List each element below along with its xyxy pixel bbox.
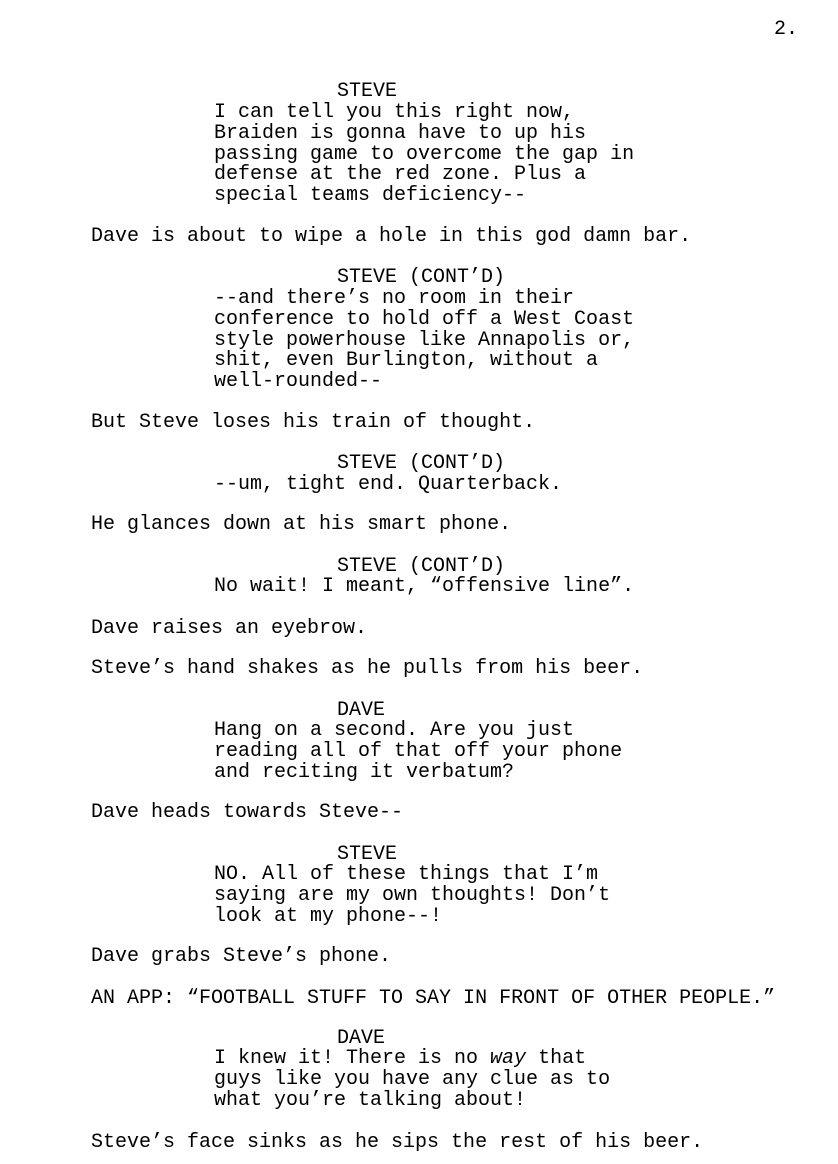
dialogue: Hang on a second. Are you just reading all of that off your phone and reciting it verbatum? <box>214 719 623 784</box>
page-number: 2. <box>773 18 798 41</box>
action-line: AN APP: “FOOTBALL STUFF TO SAY IN FRONT OF OTHER PEOPLE.” <box>91 987 776 1010</box>
dialogue: I can tell you this right now, Braiden is gonna have to up his passing game to overcome the gap in defense at the red zone. Plus a special teams deficiency-- <box>214 101 635 208</box>
character-cue: STEVE <box>337 80 398 103</box>
character-cue: DAVE <box>337 1027 386 1050</box>
character-cue: STEVE (CONT’D) <box>337 555 506 578</box>
action-line: He glances down at his smart phone. <box>91 513 512 536</box>
dialogue <box>214 1049 610 1111</box>
character-cue: STEVE <box>337 843 398 866</box>
action-line: But Steve loses his train of thought. <box>91 411 536 434</box>
dialogue: --and there’s no room in their conference to hold off a West Coast style powerhouse like Annapolis or, shit, even Burlington, without a well-rounded-- <box>214 287 635 394</box>
dialogue-text: guys like you have any clue as to what you’re talking about! <box>214 1067 611 1112</box>
dialogue: No wait! I meant, “offensive line”. <box>214 575 635 598</box>
action-line: Dave is about to wipe a hole in this god damn bar. <box>91 225 692 248</box>
action-line: Dave heads towards Steve-- <box>91 801 404 824</box>
dialogue-text: that <box>526 1047 587 1070</box>
action-line: Steve’s hand shakes as he pulls from his beer. <box>91 657 644 680</box>
character-cue: DAVE <box>337 699 386 722</box>
dialogue: --um, tight end. Quarterback. <box>214 473 563 496</box>
emphasis-text: way <box>490 1047 527 1070</box>
action-line: Steve’s face sinks as he sips the rest of his beer. <box>91 1131 704 1154</box>
dialogue-text: I knew it! There is no <box>214 1047 491 1070</box>
action-line: Dave grabs Steve’s phone. <box>91 945 392 968</box>
action-line: Dave raises an eyebrow. <box>91 617 368 640</box>
dialogue: NO. All of these things that I’m saying are my own thoughts! Don’t look at my phone--! <box>214 863 611 928</box>
character-cue: STEVE (CONT’D) <box>337 452 506 475</box>
character-cue: STEVE (CONT’D) <box>337 266 506 289</box>
